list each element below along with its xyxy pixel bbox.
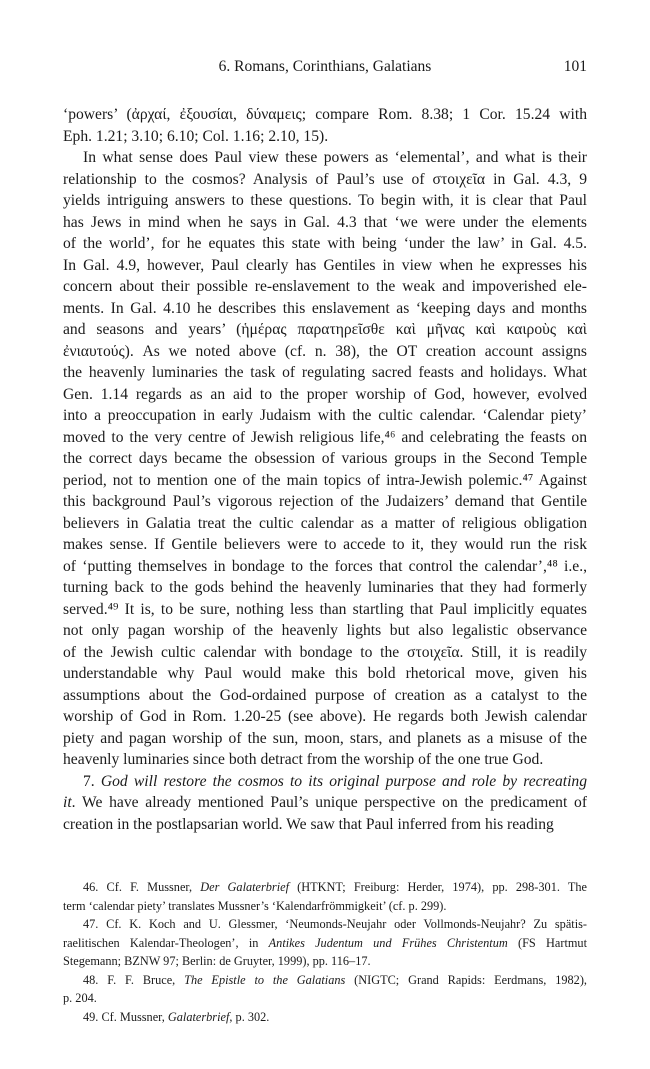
text-line: turning back to the gods behind the heavenly luminaries that they had formerly	[63, 579, 587, 596]
text-line: this background Paul’s vigorous rejection of the Judaizers’ demand that Gentile	[63, 493, 587, 510]
section-number: 7.	[83, 772, 101, 790]
text-line: makes sense. If Gentile believers were to accede to it, they would run the risk	[63, 536, 587, 553]
text-line: relationship to the cosmos? Analysis of Paul’s use of στοιχεῖα in Gal. 4.3, 9	[63, 170, 587, 188]
text-line: ments. In Gal. 4.10 he describes this enslavement as ‘keeping days and months	[63, 299, 587, 317]
footnote-49: 49. Cf. Mussner, Galaterbrief, p. 302.	[83, 1009, 270, 1024]
text-line: concern about their possible re-enslavement to the weak and impoverished ele-	[63, 278, 587, 295]
text-line: served.⁴⁹ It is, to be sure, nothing less than startling that Paul implicitly equates	[63, 600, 587, 618]
text-line: period, not to mention one of the main topics of intra-Jewish polemic.⁴⁷ Against	[63, 471, 587, 489]
footnote-48-cont: p. 204.	[63, 991, 97, 1005]
footnote-46-cont: term ‘calendar piety’ translates Mussner’s ‘Kalendarfrömmigkeit’ (cf. p. 299).	[63, 898, 447, 913]
text-line: ἐνιαυτούς). As we noted above (cf. n. 38), the OT creation account assigns	[63, 342, 587, 360]
section-heading-end: it	[63, 794, 72, 811]
text-line: ‘powers’ (ἀρχαί, ἐξουσίαι, δύναμεις; compare Rom. 8.38; 1 Cor. 15.24 with	[63, 106, 587, 123]
text-line: In what sense does Paul view these powers as ‘elemental’, and what is their	[83, 149, 587, 166]
text-line: of the Jewish cultic calendar with bondage to the στοιχεῖα. Still, it is readily	[63, 643, 587, 661]
text-line: moved to the very centre of Jewish religious life,⁴⁶ and celebrating the feasts on	[63, 428, 587, 446]
page-number: 101	[563, 58, 587, 75]
text-line: understandable why Paul would make this bold rhetorical move, given his	[63, 665, 587, 682]
text-line: Eph. 1.21; 3.10; 6.10; Col. 1.16; 2.10, 15).	[63, 127, 329, 145]
footnote-47-cont: raelitischen Kalendar-Theologen’, in Antikes Judentum und Frühes Christentum (FS Hartmut	[63, 935, 587, 950]
text-line: of the world’, for he equates this state with being ‘under the law’ in Gal. 4.5.	[63, 235, 587, 252]
main-text	[63, 104, 587, 835]
text-line: the correct days became the obsession of various groups in the Second Temple	[63, 450, 587, 467]
text-line: piety and pagan worship of the sun, moon, stars, and planets as a misuse of the	[63, 729, 587, 747]
section-heading: God will restore the cosmos to its original purpose and role by recreating	[100, 772, 587, 790]
running-header	[63, 58, 587, 80]
text-line: and seasons and years’ (ἡμέρας παρατηρεῖσθε καὶ μῆνας καὶ καιροὺς καὶ	[63, 321, 587, 338]
footnote-46: 46. Cf. F. Mussner, Der Galaterbrief (HTKNT; Freiburg: Herder, 1974), pp. 298-301. The	[83, 880, 587, 894]
text-line: In Gal. 4.9, however, Paul clearly has Gentiles in view when he expresses his	[63, 256, 587, 274]
section-heading-line	[63, 771, 587, 793]
text-line: believers in Galatia treat the cultic calendar as a matter of religious obligation	[63, 514, 587, 532]
text-line: not only pagan worship of the heavenly lights but also legalistic observance	[63, 622, 587, 639]
text-line: creation in the postlapsarian world. We saw that Paul inferred from his reading	[63, 815, 554, 833]
text-line: worship of God in Rom. 1.20-25 (see above). He regards both Jewish calendar	[63, 708, 587, 725]
footnotes	[63, 878, 587, 1026]
text-line: the heavenly luminaries the task of regulating sacred feasts and holidays. What	[63, 364, 587, 381]
text-line: it. We have already mentioned Paul’s unique perspective on the predicament of	[63, 794, 587, 811]
text-line: yields intriguing answers to these questions. To begin with, it is clear that Paul	[63, 192, 587, 209]
running-title: 6. Romans, Corinthians, Galatians	[218, 58, 432, 75]
footnote-47-cont: Stegemann; BZNW 97; Berlin: de Gruyter, 1999), pp. 116–17.	[63, 954, 371, 968]
text-line: assumptions about the God-ordained purpose of creation as a catalyst to the	[63, 686, 587, 704]
text-line: has Jews in mind when he says in Gal. 4.3 that ‘we were under the elements	[63, 213, 587, 231]
text-line: of ‘putting themselves in bondage to the forces that control the calendar’,⁴⁸ i.e.,	[63, 557, 587, 575]
text-line: heavenly luminaries since both detract from the worship of the one true God.	[63, 751, 544, 768]
text-line: into a preoccupation in early Judaism with the cultic calendar. ‘Calendar piety’	[63, 407, 587, 424]
footnote-48: 48. F. F. Bruce, The Epistle to the Galatians (NIGTC; Grand Rapids: Eerdmans, 1982),	[83, 972, 587, 987]
text-line: Gen. 1.14 regards as an aid to the proper worship of God, however, evolved	[63, 385, 587, 403]
footnote-47: 47. Cf. K. Koch and U. Glessmer, ‘Neumonds-Neujahr oder Vollmonds-Neujahr? Zu spätis-	[83, 917, 587, 931]
